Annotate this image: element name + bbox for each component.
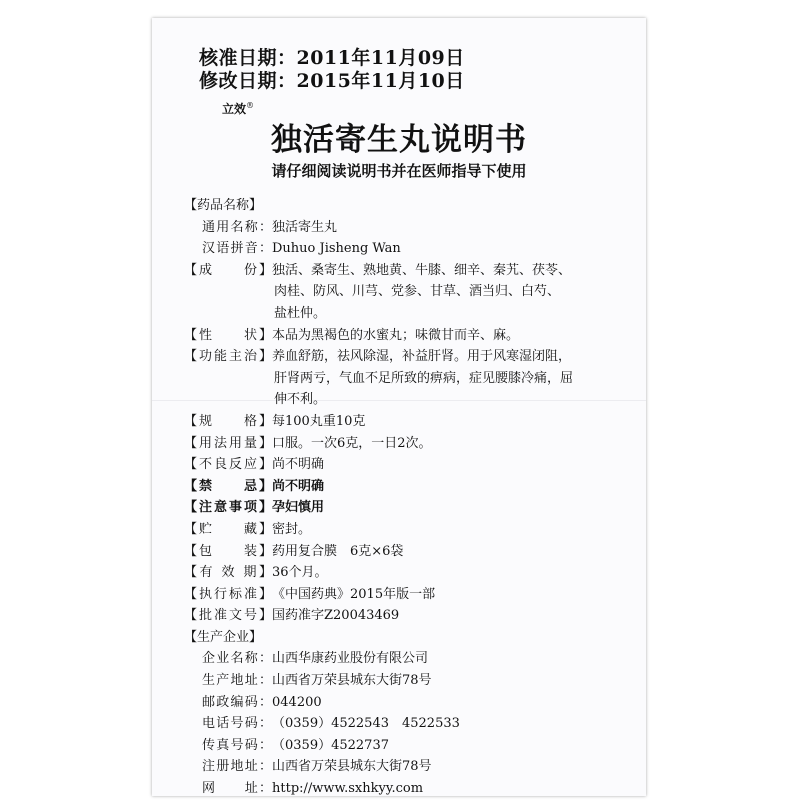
brand-name: 立效 bbox=[222, 102, 247, 116]
field-value: （0359）4522543 4522533 bbox=[272, 716, 460, 732]
ingredients-line-2: 肉桂、防风、川芎、党参、甘草、酒当归、白芍、 bbox=[274, 284, 561, 300]
field-label: 邮政编码： bbox=[202, 694, 272, 710]
indications-line-2: 肝肾两亏，气血不足所致的痹病，症见腰膝冷痛，屈 bbox=[274, 370, 574, 386]
ingredients-row bbox=[184, 260, 644, 282]
drug-name-heading bbox=[184, 195, 644, 217]
revision-date: 修改日期：2015年11月10日 bbox=[199, 70, 465, 92]
website-link[interactable]: http://www.sxhkyy.com bbox=[272, 781, 424, 796]
company-name-row bbox=[184, 648, 644, 670]
field-label: 传真号码： bbox=[202, 737, 272, 753]
manufacturer-heading bbox=[184, 627, 644, 649]
package-row bbox=[184, 541, 644, 563]
section-value: 尚不明确 bbox=[272, 478, 325, 494]
indications-line-3: 伸不利。 bbox=[274, 392, 327, 408]
fax-row bbox=[184, 735, 644, 757]
section-value: 养血舒筋，祛风除湿，补益肝肾。用于风寒湿闭阻， bbox=[272, 349, 572, 365]
pinyin-row bbox=[184, 238, 644, 260]
postcode-row bbox=[184, 692, 644, 714]
section-label: 【成 份】 bbox=[184, 262, 272, 278]
registered-address-row bbox=[184, 756, 644, 778]
indications-row bbox=[184, 346, 644, 368]
section-label: 【性 状】 bbox=[184, 327, 272, 343]
field-value: 独活寄生丸 bbox=[272, 219, 338, 235]
section-value: 国药准字Z20043469 bbox=[272, 608, 400, 624]
section-label: 【功能主治】 bbox=[184, 349, 272, 365]
spec-row bbox=[184, 411, 644, 433]
section-value: 本品为黑褐色的水蜜丸；味微甘而辛、麻。 bbox=[272, 327, 520, 343]
section-label: 【规 格】 bbox=[184, 413, 272, 429]
section-label: 【生产企业】 bbox=[184, 629, 263, 645]
field-value: 山西华康药业股份有限公司 bbox=[272, 651, 429, 667]
field-label: 电话号码： bbox=[202, 716, 272, 732]
document-title: 独活寄生丸说明书 bbox=[271, 122, 527, 158]
field-label: 网 址： bbox=[202, 781, 272, 796]
field-value: 山西省万荣县城东大街78号 bbox=[272, 759, 432, 775]
leaflet-body bbox=[184, 195, 644, 796]
properties-row bbox=[184, 325, 644, 347]
section-label: 【执行标准】 bbox=[184, 586, 272, 602]
field-value: （0359）4522737 bbox=[272, 737, 389, 753]
field-label: 生产地址： bbox=[202, 673, 272, 689]
approval-number-row bbox=[184, 605, 644, 627]
section-label: 【不良反应】 bbox=[184, 457, 272, 473]
standard-row bbox=[184, 584, 644, 606]
section-value: 尚不明确 bbox=[272, 457, 325, 473]
section-label: 【有 效 期】 bbox=[184, 565, 272, 581]
leaflet-sheet bbox=[152, 18, 646, 796]
adverse-row bbox=[184, 454, 644, 476]
section-label: 【包 装】 bbox=[184, 543, 272, 559]
validity-row bbox=[184, 562, 644, 584]
section-label: 【贮 藏】 bbox=[184, 521, 272, 537]
field-label: 通用名称： bbox=[202, 219, 272, 235]
field-label: 企业名称： bbox=[202, 651, 272, 667]
field-value: Duhuo Jisheng Wan bbox=[272, 241, 401, 257]
common-name-row bbox=[184, 217, 644, 239]
section-value: 孕妇慎用 bbox=[272, 500, 325, 516]
ingredients-line-3: 盐杜仲。 bbox=[274, 305, 327, 321]
field-label: 汉语拼音： bbox=[202, 241, 272, 257]
approval-date: 核准日期：2011年11月09日 bbox=[199, 47, 465, 69]
contraindications-row bbox=[184, 476, 644, 498]
usage-row bbox=[184, 433, 644, 455]
field-value: 044200 bbox=[272, 694, 322, 710]
section-label: 【禁 忌】 bbox=[184, 478, 272, 494]
section-label: 【注意事项】 bbox=[184, 500, 272, 516]
section-value: 密封。 bbox=[272, 521, 312, 537]
website-row bbox=[184, 778, 644, 796]
section-value: 独活、桑寄生、熟地黄、牛膝、细辛、秦艽、茯苓、 bbox=[272, 262, 572, 278]
section-value: 36个月。 bbox=[272, 565, 328, 581]
section-label: 【用法用量】 bbox=[184, 435, 272, 451]
field-value: 山西省万荣县城东大街78号 bbox=[272, 673, 432, 689]
section-label: 【药品名称】 bbox=[184, 198, 263, 213]
storage-row bbox=[184, 519, 644, 541]
section-value: 《中国药典》2015年版一部 bbox=[272, 586, 436, 602]
precautions-row bbox=[184, 497, 644, 519]
section-value: 口服。一次6克，一日2次。 bbox=[272, 435, 432, 451]
phone-row bbox=[184, 713, 644, 735]
field-label: 注册地址： bbox=[202, 759, 272, 775]
section-value: 每100丸重10克 bbox=[272, 413, 366, 429]
section-label: 【批准文号】 bbox=[184, 608, 272, 624]
registered-mark: ® bbox=[246, 101, 255, 110]
production-address-row bbox=[184, 670, 644, 692]
document-subtitle: 请仔细阅读说明书并在医师指导下使用 bbox=[271, 162, 527, 180]
section-value: 药用复合膜 6克×6袋 bbox=[272, 543, 404, 559]
